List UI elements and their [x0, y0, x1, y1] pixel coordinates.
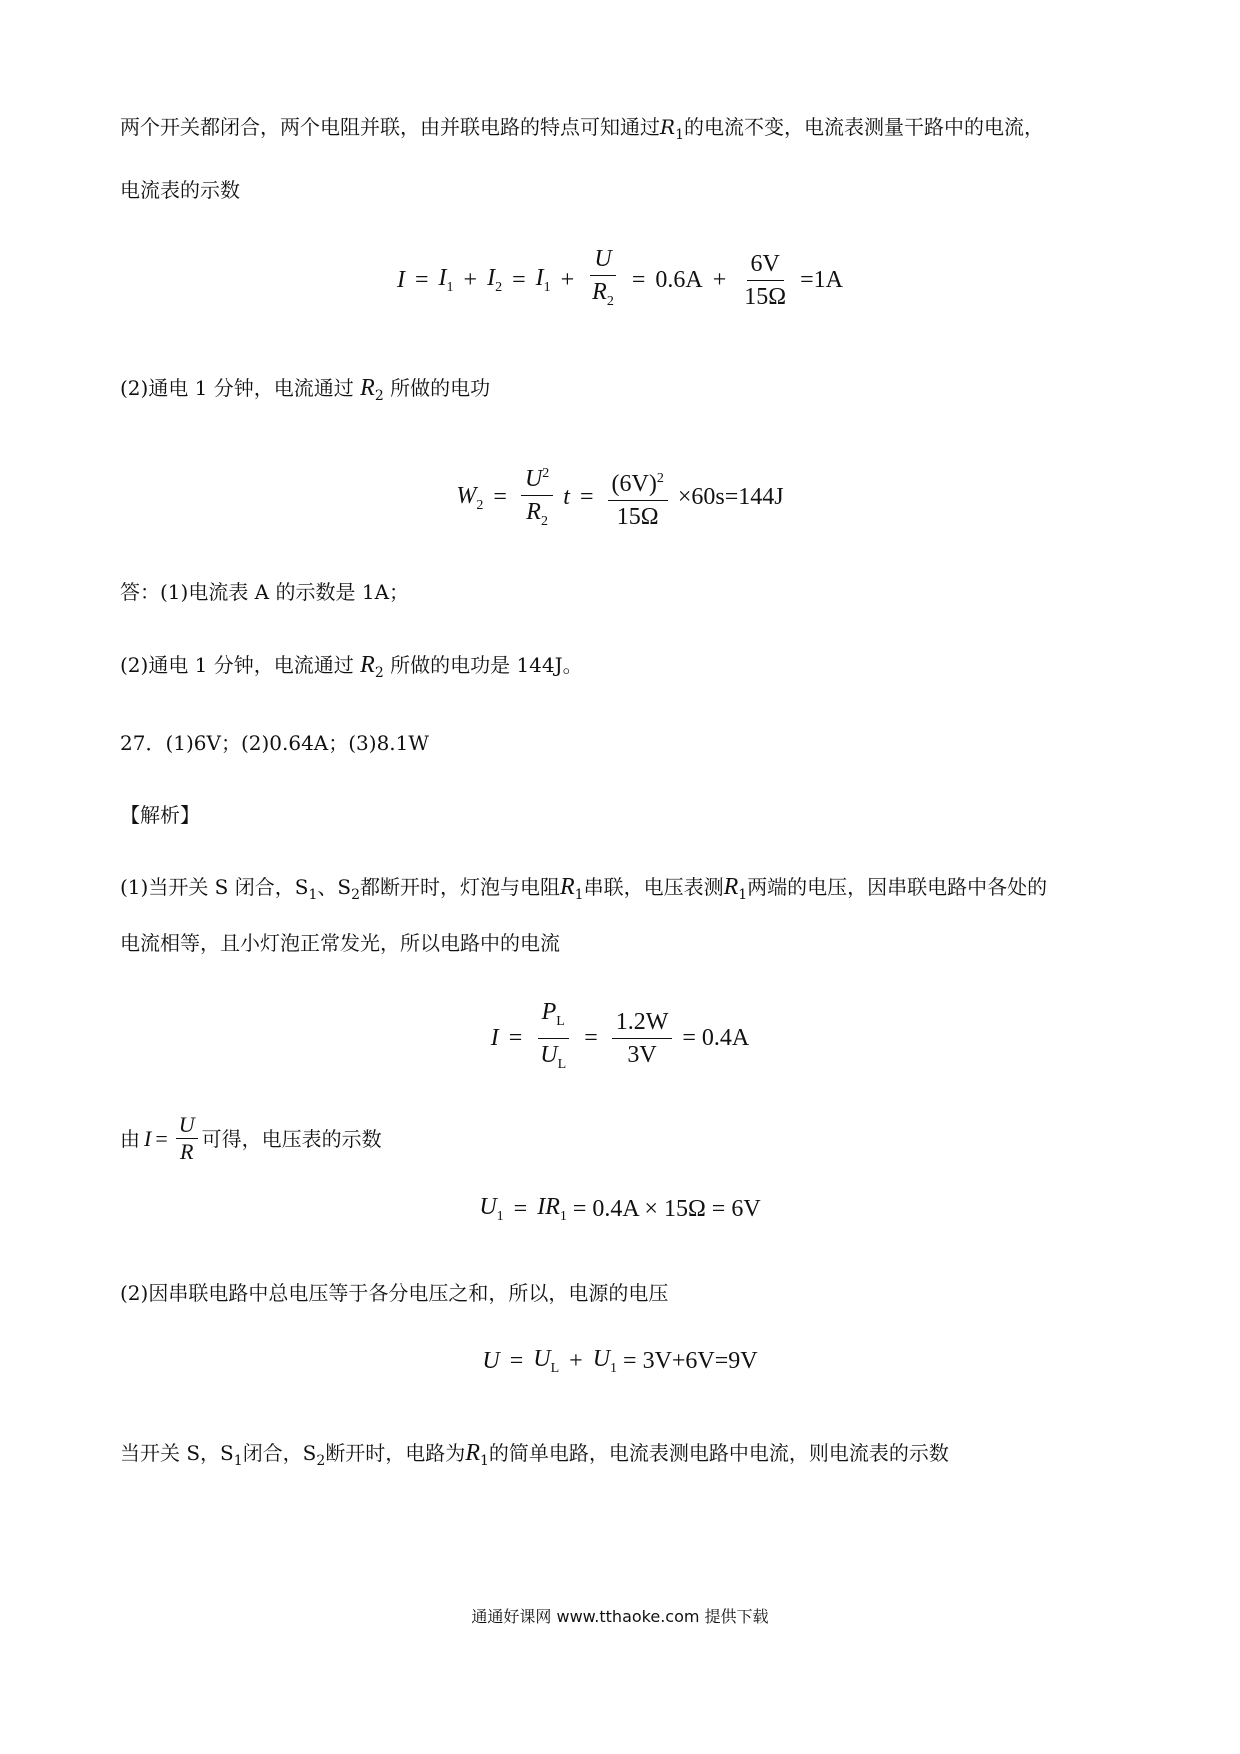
- eq-symbol: U: [482, 1347, 500, 1374]
- text-line: [120, 872, 1047, 910]
- text-segment: 的简单电路，电流表测电路中电流，则电流表的示数: [488, 1441, 949, 1465]
- fraction: [521, 460, 553, 536]
- text-segment: 闭合，S: [242, 1441, 317, 1465]
- eq-symbol: I: [438, 265, 447, 291]
- eq-operator: =: [493, 484, 507, 511]
- text-line: [120, 1112, 382, 1165]
- text-segment: 、S: [317, 875, 352, 899]
- fraction: [608, 465, 668, 531]
- subscript: 1: [233, 1453, 243, 1469]
- denominator: 15Ω: [616, 503, 659, 530]
- text-segment: (2)通电 1 分钟，电流通过: [120, 653, 354, 677]
- equation-5: [0, 1346, 1240, 1377]
- eq-symbol: I: [490, 1024, 499, 1051]
- text-segment: 所做的电功是 144J。: [390, 653, 583, 677]
- eq-symbol: U: [533, 1346, 551, 1372]
- text-line: [120, 1438, 949, 1476]
- text-line: [120, 175, 240, 205]
- eq-symbol: t: [563, 484, 570, 511]
- text-segment: (2)通电 1 分钟，电流通过: [120, 376, 354, 400]
- fraction: [588, 245, 618, 316]
- eq-operator: =: [508, 1024, 523, 1051]
- subscript: 2: [374, 665, 384, 681]
- subscript: 2: [606, 293, 614, 309]
- text-segment: (2)因串联电路中总电压等于各分电压之和，所以，电源的电压: [120, 1281, 669, 1305]
- eq-symbol: U: [592, 1346, 611, 1372]
- eq-symbol: R: [545, 1194, 560, 1220]
- numerator: 1.2W: [612, 1008, 673, 1039]
- numerator: U: [524, 466, 543, 492]
- text-segment: 所做的电功: [390, 376, 491, 400]
- eq-result: = 0.4A × 15Ω = 6V: [572, 1195, 761, 1222]
- text-segment: 都断开时，灯泡与电阻: [360, 875, 560, 899]
- eq-operator: =: [509, 1347, 524, 1374]
- eq-operator: =: [155, 1125, 168, 1151]
- text-line: [120, 1278, 668, 1308]
- eq-operator: +: [463, 266, 478, 293]
- denominator: 15Ω: [744, 283, 787, 310]
- superscript: 2: [656, 470, 664, 486]
- superscript: 2: [542, 466, 550, 481]
- eq-operator: =: [584, 1024, 598, 1051]
- fraction: [176, 1112, 198, 1165]
- equation-4: [0, 1194, 1240, 1225]
- subscript: 1: [610, 1360, 618, 1376]
- symbol-r: R: [360, 652, 375, 678]
- subscript: L: [556, 1013, 565, 1029]
- numerator: U: [176, 1112, 198, 1139]
- subscript: 1: [543, 279, 551, 295]
- subscript: 1: [574, 887, 584, 903]
- text-segment: 电流表的示数: [120, 178, 240, 202]
- subscript: 2: [316, 1453, 326, 1469]
- fraction: [612, 1008, 673, 1069]
- symbol-r: R: [723, 874, 739, 900]
- eq-symbol: U: [479, 1194, 497, 1220]
- subscript: 1: [479, 1453, 489, 1469]
- subscript: 1: [308, 887, 318, 903]
- eq-symbol: W: [456, 482, 477, 509]
- eq-result: = 0.4A: [682, 1024, 750, 1051]
- denominator: 3V: [627, 1041, 657, 1068]
- numerator: 6V: [747, 250, 784, 281]
- text-line: [120, 112, 1044, 150]
- text-line: [120, 800, 200, 830]
- subscript: 1: [675, 127, 684, 143]
- text-segment: 两个开关都闭合，两个电阻并联，由并联电路的特点可知通过: [120, 115, 660, 139]
- text-segment: 当开关 S，S: [120, 1441, 234, 1465]
- subscript: L: [550, 1360, 560, 1376]
- equation-3: [0, 998, 1240, 1079]
- text-line: [120, 650, 583, 688]
- eq-operator: =: [579, 484, 594, 511]
- subscript: L: [557, 1056, 567, 1072]
- subscript: 1: [446, 279, 454, 295]
- eq-symbol: I: [144, 1125, 152, 1151]
- answer-line: 27．(1)6V；(2)0.64A；(3)8.1W: [120, 731, 429, 755]
- denominator: R: [179, 1139, 194, 1164]
- fraction: [536, 998, 570, 1079]
- eq-operator: =: [631, 266, 646, 293]
- eq-symbol: I: [396, 266, 405, 293]
- subscript: 2: [540, 513, 548, 529]
- symbol-r: R: [660, 115, 676, 139]
- eq-result: ×60s=144J: [677, 484, 784, 511]
- subscript: 2: [374, 388, 384, 404]
- numerator: U: [590, 245, 615, 276]
- text-segment: 断开时，电路为: [325, 1441, 466, 1465]
- section-heading: 【解析】: [120, 803, 200, 827]
- eq-operator: +: [569, 1347, 583, 1374]
- subscript: 1: [738, 887, 748, 903]
- eq-operator: =: [414, 266, 429, 293]
- fraction: [740, 250, 790, 311]
- eq-symbol: I: [535, 265, 544, 291]
- denominator: R: [526, 499, 541, 525]
- symbol-r: R: [560, 874, 575, 900]
- denominator: U: [540, 1041, 558, 1068]
- numerator: P: [541, 999, 557, 1025]
- eq-result: =1A: [800, 266, 843, 293]
- text-segment: 由: [120, 1126, 140, 1151]
- text-segment: 两端的电压，因串联电路中各处的: [747, 875, 1048, 899]
- text-line: [120, 928, 560, 958]
- eq-operator: =: [512, 266, 526, 293]
- text-line: [120, 373, 490, 411]
- page-footer: 通通好课网 www.tthaoke.com 提供下载: [471, 1607, 769, 1626]
- subscript: 1: [496, 1208, 504, 1224]
- text-line: [120, 577, 409, 607]
- eq-symbol: I: [487, 265, 496, 291]
- text-segment: 答：(1)电流表 A 的示数是 1A；: [120, 580, 410, 604]
- eq-operator: =: [513, 1195, 528, 1222]
- eq-value: 0.6A: [655, 266, 703, 293]
- subscript: 2: [351, 887, 360, 903]
- text-segment: 的电流不变，电流表测量干路中的电流，: [683, 115, 1044, 139]
- text-segment: 串联，电压表测: [583, 875, 724, 899]
- symbol-r: R: [465, 1440, 480, 1466]
- symbol-r: R: [360, 375, 375, 401]
- subscript: 2: [495, 279, 503, 295]
- text-segment: (1)当开关 S 闭合，S: [120, 875, 309, 899]
- equation-1: [0, 245, 1240, 316]
- text-segment: 可得，电压表的示数: [201, 1126, 382, 1151]
- denominator: R: [592, 279, 607, 305]
- eq-symbol: I: [537, 1194, 546, 1220]
- eq-result: = 3V+6V=9V: [623, 1347, 758, 1374]
- subscript: 2: [476, 497, 484, 513]
- eq-operator: +: [560, 266, 575, 293]
- subscript: 1: [559, 1208, 567, 1224]
- text-segment: 电流相等，且小灯泡正常发光，所以电路中的电流: [120, 931, 560, 955]
- eq-operator: +: [712, 266, 727, 293]
- numerator: (6V): [611, 470, 657, 497]
- equation-2: [0, 460, 1240, 536]
- text-line: [120, 728, 429, 758]
